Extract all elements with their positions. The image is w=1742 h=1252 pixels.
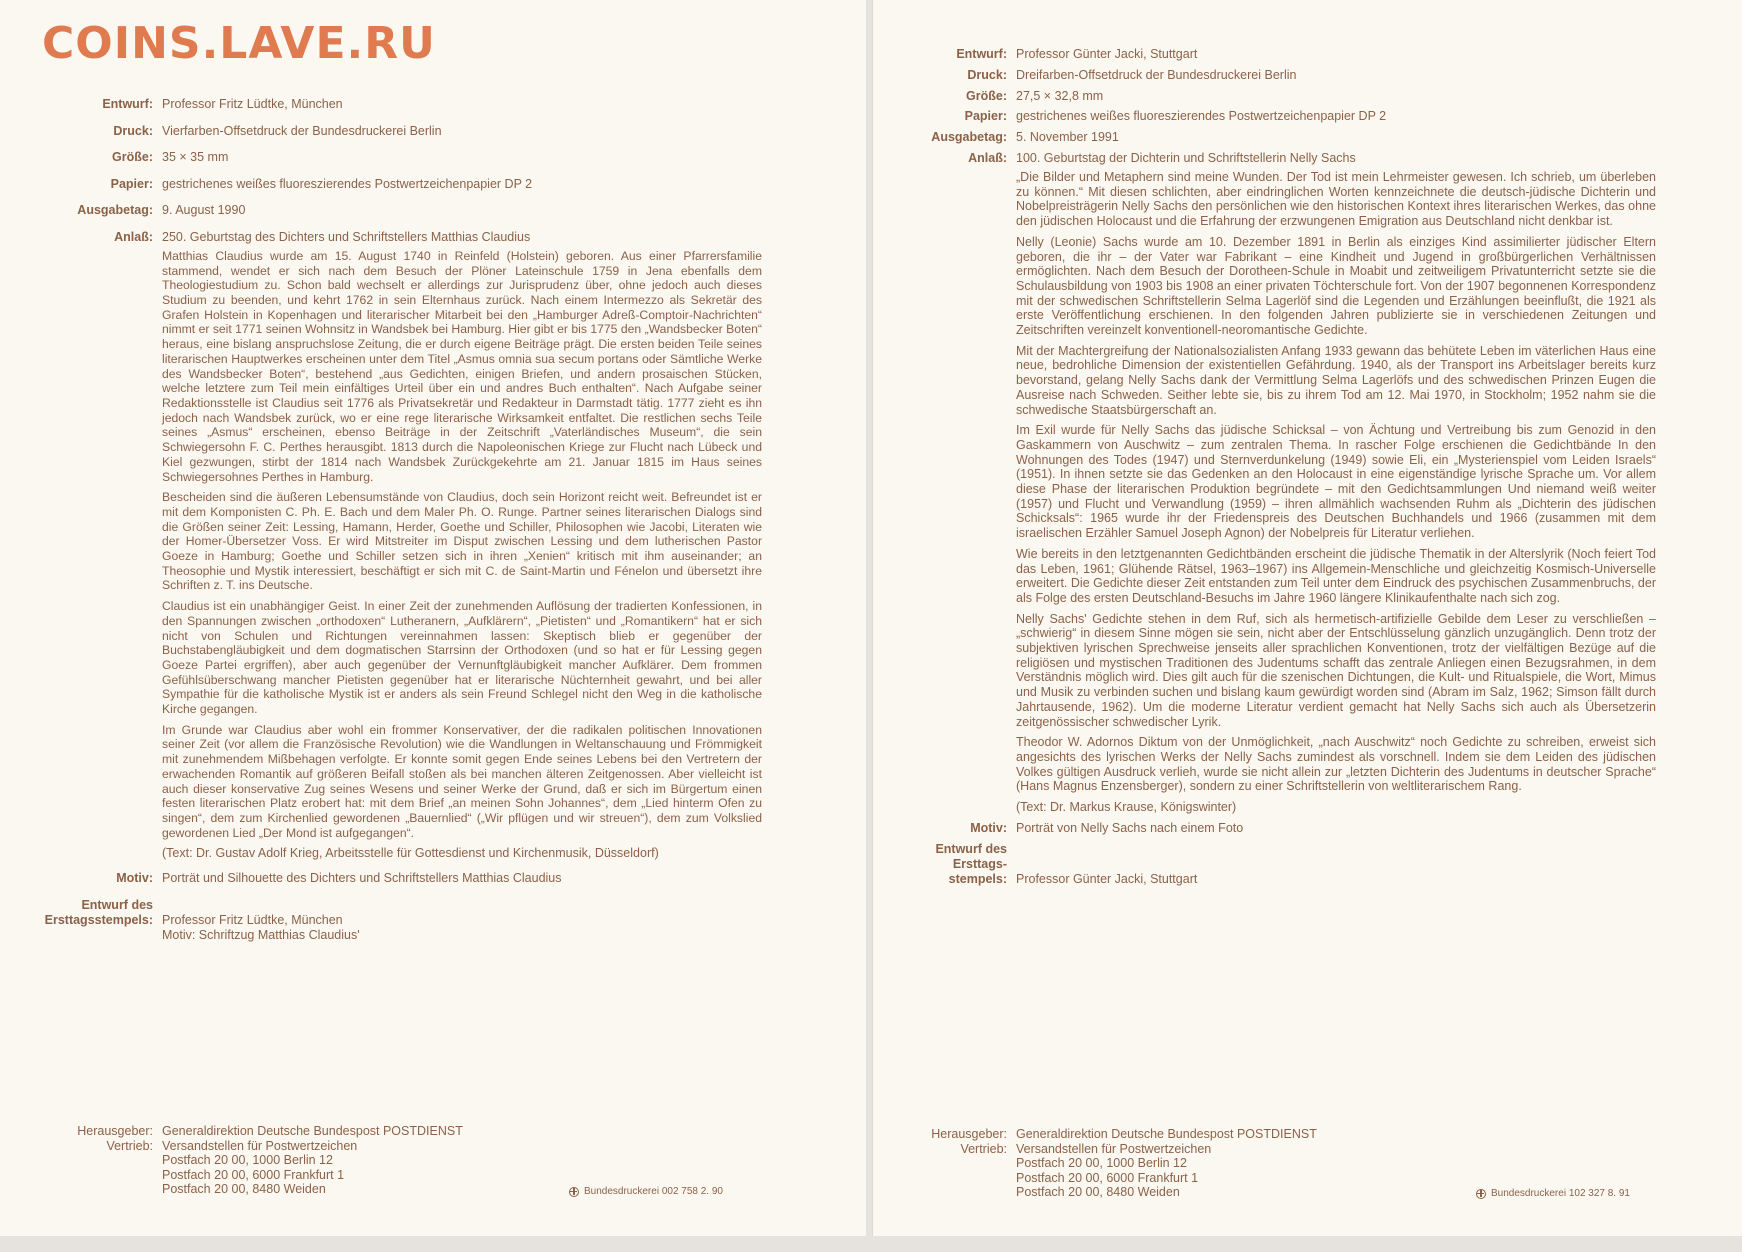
label-motiv: Motiv:: [116, 871, 153, 886]
label-entwurf: Entwurf:: [956, 47, 1007, 61]
watermark: COINS.LAVE.RU: [42, 18, 436, 69]
value-motiv: Porträt und Silhouette des Dichters und Schriftstellers Matthias Claudius: [162, 871, 562, 886]
meta-row-entwurf: [0, 97, 866, 112]
value-ausgabetag: 5. November 1991: [1016, 130, 1119, 145]
label-papier: Papier:: [964, 109, 1007, 124]
paragraph: Bescheiden sind die äußeren Lebensumstände von Claudius, doch sein Horizont reicht weit. Befreundet ist er mit dem Komponisten C. Ph. E. Bach und dem Maler Ph. O. Runge. Partner seines literarischen Dialogs sind die Größen seiner Zeit: Lessing, Hamann, Herder, Goethe und Schiller, Philosophen wie Jacobi, Literaten wie der Homer-Übersetzer Voss. Er wird Mitstreiter im Disput zwischen Lessing und dem lutherischen Pastor Goeze in Hamburg; Goethe und Schiller setzen sich in ihren „Xenien“ kritisch mit ihm auseinander; an Theosophie und Mystik interessiert, beschäftigt er sich mit C. de Saint-Martin und Fénelon und übersetzt ihre Schriften z. T. ins Deutsche.: [162, 490, 762, 593]
paragraph: Wie bereits in den letztgenannten Gedichtbänden erscheint die jüdische Thematik in der Alterslyrik (Noch feiert Tod das Leben, 1961; Glühende Rätsel, 1963–1967) ins Allgemein-Menschliche und gleichzeitig Kosmisch-Universelle erweitert. Die Gedichte dieser Zeit entstanden zum Teil unter dem Eindruck des psychischen Zusammenbruchs, der als Folge des ersten Deutschland-Besuchs im Jahre 1960 längere Klinikaufenthalte nach sich zog.: [1016, 546, 1656, 605]
field-list: [0, 97, 866, 943]
label-stempel: Entwurf des Ersttags- stempels:: [935, 841, 1007, 886]
stempel-row: [0, 898, 866, 943]
label-stempel: Entwurf des Ersttagsstempels:: [44, 897, 153, 927]
value-druck: Vierfarben-Offsetdruck der Bundesdruckerei Berlin: [162, 123, 442, 138]
label-entwurf: Entwurf:: [102, 97, 153, 111]
paragraph: Nelly Sachs' Gedichte stehen in dem Ruf, sich als hermetisch-artifizielle Gebilde dem Leser zu verschließen – „schwierig“ in diesem Sinne mögen sie sein, nicht aber der Entschlüsselung gänzlich unzugänglich. Denn trotz der subjektiven lyrischen Sprechweise jenseits aller sprachlichen Konventionen, trotz der vielfältigen Bezüge auf die religiösen und mystischen Traditionen des Judentums schafft das zentrale Anliegen einen Bezugsrahmen, in dem Verständnis möglich wird. Dies gilt auch für die szenischen Dichtungen, die Kult- und Ritualspiele, die Wort, Mimus und Musik zu verbinden suchen und bislang kaum gewürdigt worden sind (Abram im Salz, 1962; Simson fällt durch Jahrtausende, 1962). Um die moderne Literatur verdient gemacht hat Nelly Sachs sich auch als Übersetzerin zeitgenössischer schwedischer Lyrik.: [1016, 611, 1656, 729]
value-entwurf: Professor Günter Jacki, Stuttgart: [1016, 47, 1198, 61]
sheet-nelly-sachs: [872, 0, 1742, 1236]
value-stempel: Professor Fritz Lüdtke, München Motiv: Schriftzug Matthias Claudius': [162, 912, 360, 942]
imprint-text: Bundesdruckerei 002 758 2. 90: [584, 1186, 723, 1197]
value-herausgeber: Generaldirektion Deutsche Bundespost POSTDIENST Versandstellen für Postwertzeichen Postfach 20 00, 1000 Berlin 12 Postfach 20 00, 6000 Frankfurt 1 Postfach 20 00, 8480 Weiden: [1016, 1127, 1317, 1200]
paragraph: Mit der Machtergreifung der Nationalsozialisten Anfang 1933 gewann das behütete Leben im väterlichen Haus eine neue, bedrohliche Dimension der existentiellen Gefährdung. 1940, als der Transport ins Arbeitslager bereits kurz bevorstand, gelang Nelly Sachs dank der Vermittlung Selma Lagerlöfs und des schwedischen Prinzen Eugen die Ausreise nach Schweden. Seither lebte sie, bis zu ihrem Tod am 12. Mai 1970, in Stockholm; 1952 nahm sie die schwedische Staatsbürgerschaft an.: [1016, 343, 1656, 417]
value-motiv: Porträt von Nelly Sachs nach einem Foto: [1016, 821, 1244, 836]
value-ausgabetag: 9. August 1990: [162, 203, 246, 218]
meta-row-druck: [0, 124, 866, 139]
meta-row-papier: [0, 177, 866, 192]
label-ausgabetag: Ausgabetag:: [77, 203, 153, 218]
label-ausgabetag: Ausgabetag:: [931, 130, 1007, 145]
anlass-body: [162, 230, 762, 865]
paragraph: Theodor W. Adornos Diktum von der Unmöglichkeit, „nach Auschwitz“ noch Gedichte zu schreiben, erweist sich angesichts des lyrischen Werks der Nelly Sachs zumindest als vorschnell. Indem sie dem Leiden des jüdischen Volkes gültigen Ausdruck verlieh, wurde sie nicht allein zur „letzten Dichterin des Judentums in deutscher Sprache“ (Hans Magnus Enzensberger), sondern zu einer Schriftstellerin von weltliterarischem Rang.: [1016, 735, 1656, 794]
meta-row-entwurf: [873, 47, 1742, 62]
stempel-row: [873, 842, 1742, 887]
label-anlass: Anlaß:: [968, 150, 1007, 165]
motiv-row: [873, 821, 1742, 836]
value-papier: gestrichenes weißes fluoreszierendes Postwertzeichenpapier DP 2: [162, 176, 533, 191]
meta-row-ausgabetag: [873, 130, 1742, 145]
motiv-row: [0, 871, 866, 886]
label-groesse: Größe:: [966, 88, 1007, 103]
anlass-body: [1016, 151, 1656, 819]
label-druck: Druck:: [967, 67, 1007, 82]
value-entwurf: Professor Fritz Lüdtke, München: [162, 97, 343, 111]
anlass-title: 100. Geburtstag der Dichterin und Schriftstellerin Nelly Sachs: [1016, 150, 1356, 165]
paragraph: Im Exil wurde für Nelly Sachs das jüdische Schicksal – von Ächtung und Vertreibung bis zum Genozid in den Gaskammern von Auschwitz – zum zentralen Thema. In rascher Folge erschienen die Gedichtbände In den Wohnungen des Todes (1947) und Sternverdunkelung (1949) sowie Eli, ein „Mysterienspiel vom Leiden Israels“ (1951). In ihnen setzte sie das Gedenken an den Holocaust in eine eigenständige lyrische Sprache um. Vor allem diese Phase der literarischen Produktion begründete – mit den Gedichtsammlungen Und niemand weiß weiter (1957) und Flucht und Verwandlung (1959) – ihren allmählich wachsenden Ruhm als „Dichterin des jüdischen Schicksals“: 1965 wurde ihr der Friedenspreis des Deutschen Buchhandels und 1966 (zusammen mit dem israelischen Erzähler Samuel Joseph Agnon) der Nobelpreis für Literatur verliehen.: [1016, 423, 1656, 541]
label-anlass: Anlaß:: [114, 229, 153, 244]
label-druck: Druck:: [113, 123, 153, 138]
imprint-text: Bundesdruckerei 102 327 8. 91: [1491, 1188, 1630, 1199]
bundesdruckerei-logo-icon: [1476, 1189, 1486, 1199]
field-list: [873, 47, 1742, 887]
anlass-title: 250. Geburtstag des Dichters und Schriftstellers Matthias Claudius: [162, 229, 531, 244]
meta-row-groesse: [873, 89, 1742, 104]
body-text: [1016, 170, 1656, 815]
text-credit: (Text: Dr. Gustav Adolf Krieg, Arbeitsstelle für Gottesdienst und Kirchenmusik, Düsseldorf): [162, 846, 659, 861]
meta-row-papier: [873, 109, 1742, 124]
paragraph: Matthias Claudius wurde am 15. August 1740 in Reinfeld (Holstein) geboren. Aus einer Pfarrersfamilie stammend, wendet er sich nach dem Besuch der Plöner Lateinschule 1759 in Jena ebenfalls dem Theologiestudium zu. Schon bald wechselt er allerdings zur Jurisprudenz über, ohne jedoch auch dieses Studium zu beenden, und kehrt 1762 in sein Elternhaus zurück. Nach einem Intermezzo als Sekretär des Grafen Holstein in Kopenhagen und literarischer Mitarbeit bei den „Hamburger Adreß-Comptoir-Nachrichten“ nimmt er seit 1771 seinen Wohnsitz in Wandsbek bei Hamburg. Hier gibt er bis 1775 den „Wandsbecker Boten“ heraus, eine bislang anspruchslose Zeitung, die er durch eigene Beiträge prägt. Die ersten beiden Teile seines literarischen Hauptwerkes erscheinen unter dem Titel „Asmus omnia sua secum portans oder Sämtliche Werke des Wandsbecker Boten“, bestehend „aus Gedichten, einigen Briefen, und andern prosaischen Stücken, welche letztere zum Teil mein einfältiges Urteil über ein und andres Buch enthalten“. Nach Aufgabe seiner Redaktionsstelle ist Claudius seit 1776 als Privatsekretär und Redakteur in Darmstadt tätig. 1777 zieht es ihn jedoch nach Wandsbek zurück, wo er eine rege literarische Wirksamkeit entfaltet. Die restlichen sechs Teile seines „Asmus“ erscheinen, ebenso Beiträge in der Zeitschrift „Vaterländisches Museum“, die sein Schwiegersohn F. C. Perthes herausgibt. 1813 durch die Napoleonischen Kriege zur Flucht nach Lübeck und Kiel gezwungen, stirbt der 1814 nach Wandsbek Zurückgekehrte am 21. Januar 1815 im Haus seines Schwiegersohnes Perthes in Hamburg.: [162, 248, 762, 484]
paragraph: „Die Bilder und Metaphern sind meine Wunden. Der Tod ist mein Lehrmeister gewesen. Ich schrieb, um überleben zu können.“ Mit diesen schlichten, aber eindringlichen Worten kennzeichnete die deutsch-jüdische Dichterin und Nobelpreisträgerin Nelly Sachs den persönlichen wie den historischen Kontext ihres literarischen Werkes, das ohne den jüdischen Holocaust und die Erfahrung der erzwungenen Emigration aus Deutschland nicht denkbar ist.: [1016, 169, 1656, 229]
printer-imprint: [569, 1186, 723, 1197]
body-text: [162, 249, 762, 861]
value-stempel: Professor Günter Jacki, Stuttgart: [1016, 871, 1198, 886]
label-herausgeber: Herausgeber: Vertrieb:: [931, 1127, 1007, 1156]
value-papier: gestrichenes weißes fluoreszierendes Postwertzeichenpapier DP 2: [1016, 109, 1387, 124]
label-groesse: Größe:: [112, 150, 153, 165]
paragraph: Claudius ist ein unabhängiger Geist. In einer Zeit der zunehmenden Auflösung der tradierten Konfessionen, in den Spannungen zwischen „orthodoxen“ Lutheranern, „Aufklärern“, „Pietisten“ und „Romantikern“ hat er sich nicht von Schulen und Richtungen vereinnahmen lassen: Skeptisch blieb er gegenüber der Buchstabengläubigkeit und dem dogmatischen Starrsinn der Orthodoxen (und so hat er für Lessing gegen Goeze Partei ergriffen), aber auch gegenüber der Vernunftgläubigkeit mancher Aufklärer. Dem frommen Gefühlsüberschwang mancher Pietisten gegenüber hat er literarische Nüchternheit gewahrt, und bei aller Sympathie für die katholische Mystik ist er anders als sein Freund Schlegel nicht den Weg in die katholische Kirche gegangen.: [162, 599, 762, 717]
value-druck: Dreifarben-Offsetdruck der Bundesdruckerei Berlin: [1016, 67, 1297, 82]
value-groesse: 27,5 × 32,8 mm: [1016, 88, 1104, 103]
printer-imprint: [1476, 1188, 1630, 1199]
label-papier: Papier:: [110, 176, 153, 191]
bundesdruckerei-logo-icon: [569, 1187, 579, 1197]
text-credit: (Text: Dr. Markus Krause, Königswinter): [1016, 800, 1237, 815]
label-motiv: Motiv:: [970, 821, 1007, 836]
anlass-row: [873, 151, 1742, 819]
meta-row-groesse: [0, 150, 866, 165]
meta-row-druck: [873, 68, 1742, 83]
meta-row-ausgabetag: [0, 203, 866, 218]
paragraph: Im Grunde war Claudius aber wohl ein frommer Konservativer, der die radikalen politischen Innovationen seiner Zeit (vor allem die Französische Revolution) wie die Wandlungen in Weltanschauung und Frömmigkeit mit zunehmendem Mißbehagen verfolgte. Er konnte somit gegen Ende seines Lebens bei den Vertretern der erwachenden Romantik auf größeren Beifall stoßen als bei manchen älteren Zeitgenossen. Aber vielleicht ist auch dieser konservative Zug seines Wesens und seiner Werke der Grund, daß er sich im Bürgertum einen festen literarischen Platz erobert hat: mit dem Brief „an meinen Sohn Johannes“, dem „Lied hinterm Ofen zu singen“, dem zum Kirchenlied gewordenen „Bauernlied“ („Wir pflügen und wir streuen“), dem zum Volkslied gewordenen Lied „Der Mond ist aufgegangen“.: [162, 722, 762, 840]
anlass-row: [0, 230, 866, 865]
paragraph: Nelly (Leonie) Sachs wurde am 10. Dezember 1891 in Berlin als einziges Kind assimilierter jüdischer Eltern geboren, die ihr – der Vater war Fabrikant – eine Kindheit und Jugend in großbürgerlichen Verhältnissen ermöglichten. Nach dem Besuch der Dorotheen-Schule in Moabit und zeitweiligem Privatunterricht setzte sie die Schulausbildung von 1903 bis 1908 an einer privaten Töchterschule fort. Von der 1907 begonnenen Korrespondenz mit der schwedischen Schriftstellerin Selma Lagerlöf sind die Legenden und Erzählungen beeinflußt, die 1921 als erste Veröffentlichung erschienen. In den folgenden Jahren publizierte sie in verschiedenen Zeitungen und Zeitschriften vereinzelt konventionell-neoromantische Gedichte.: [1016, 234, 1656, 338]
value-herausgeber: Generaldirektion Deutsche Bundespost POSTDIENST Versandstellen für Postwertzeichen Postfach 20 00, 1000 Berlin 12 Postfach 20 00, 6000 Frankfurt 1 Postfach 20 00, 8480 Weiden: [162, 1124, 463, 1197]
sheet-claudius: [0, 0, 866, 1236]
value-groesse: 35 × 35 mm: [162, 150, 229, 165]
label-herausgeber: Herausgeber: Vertrieb:: [77, 1124, 153, 1153]
